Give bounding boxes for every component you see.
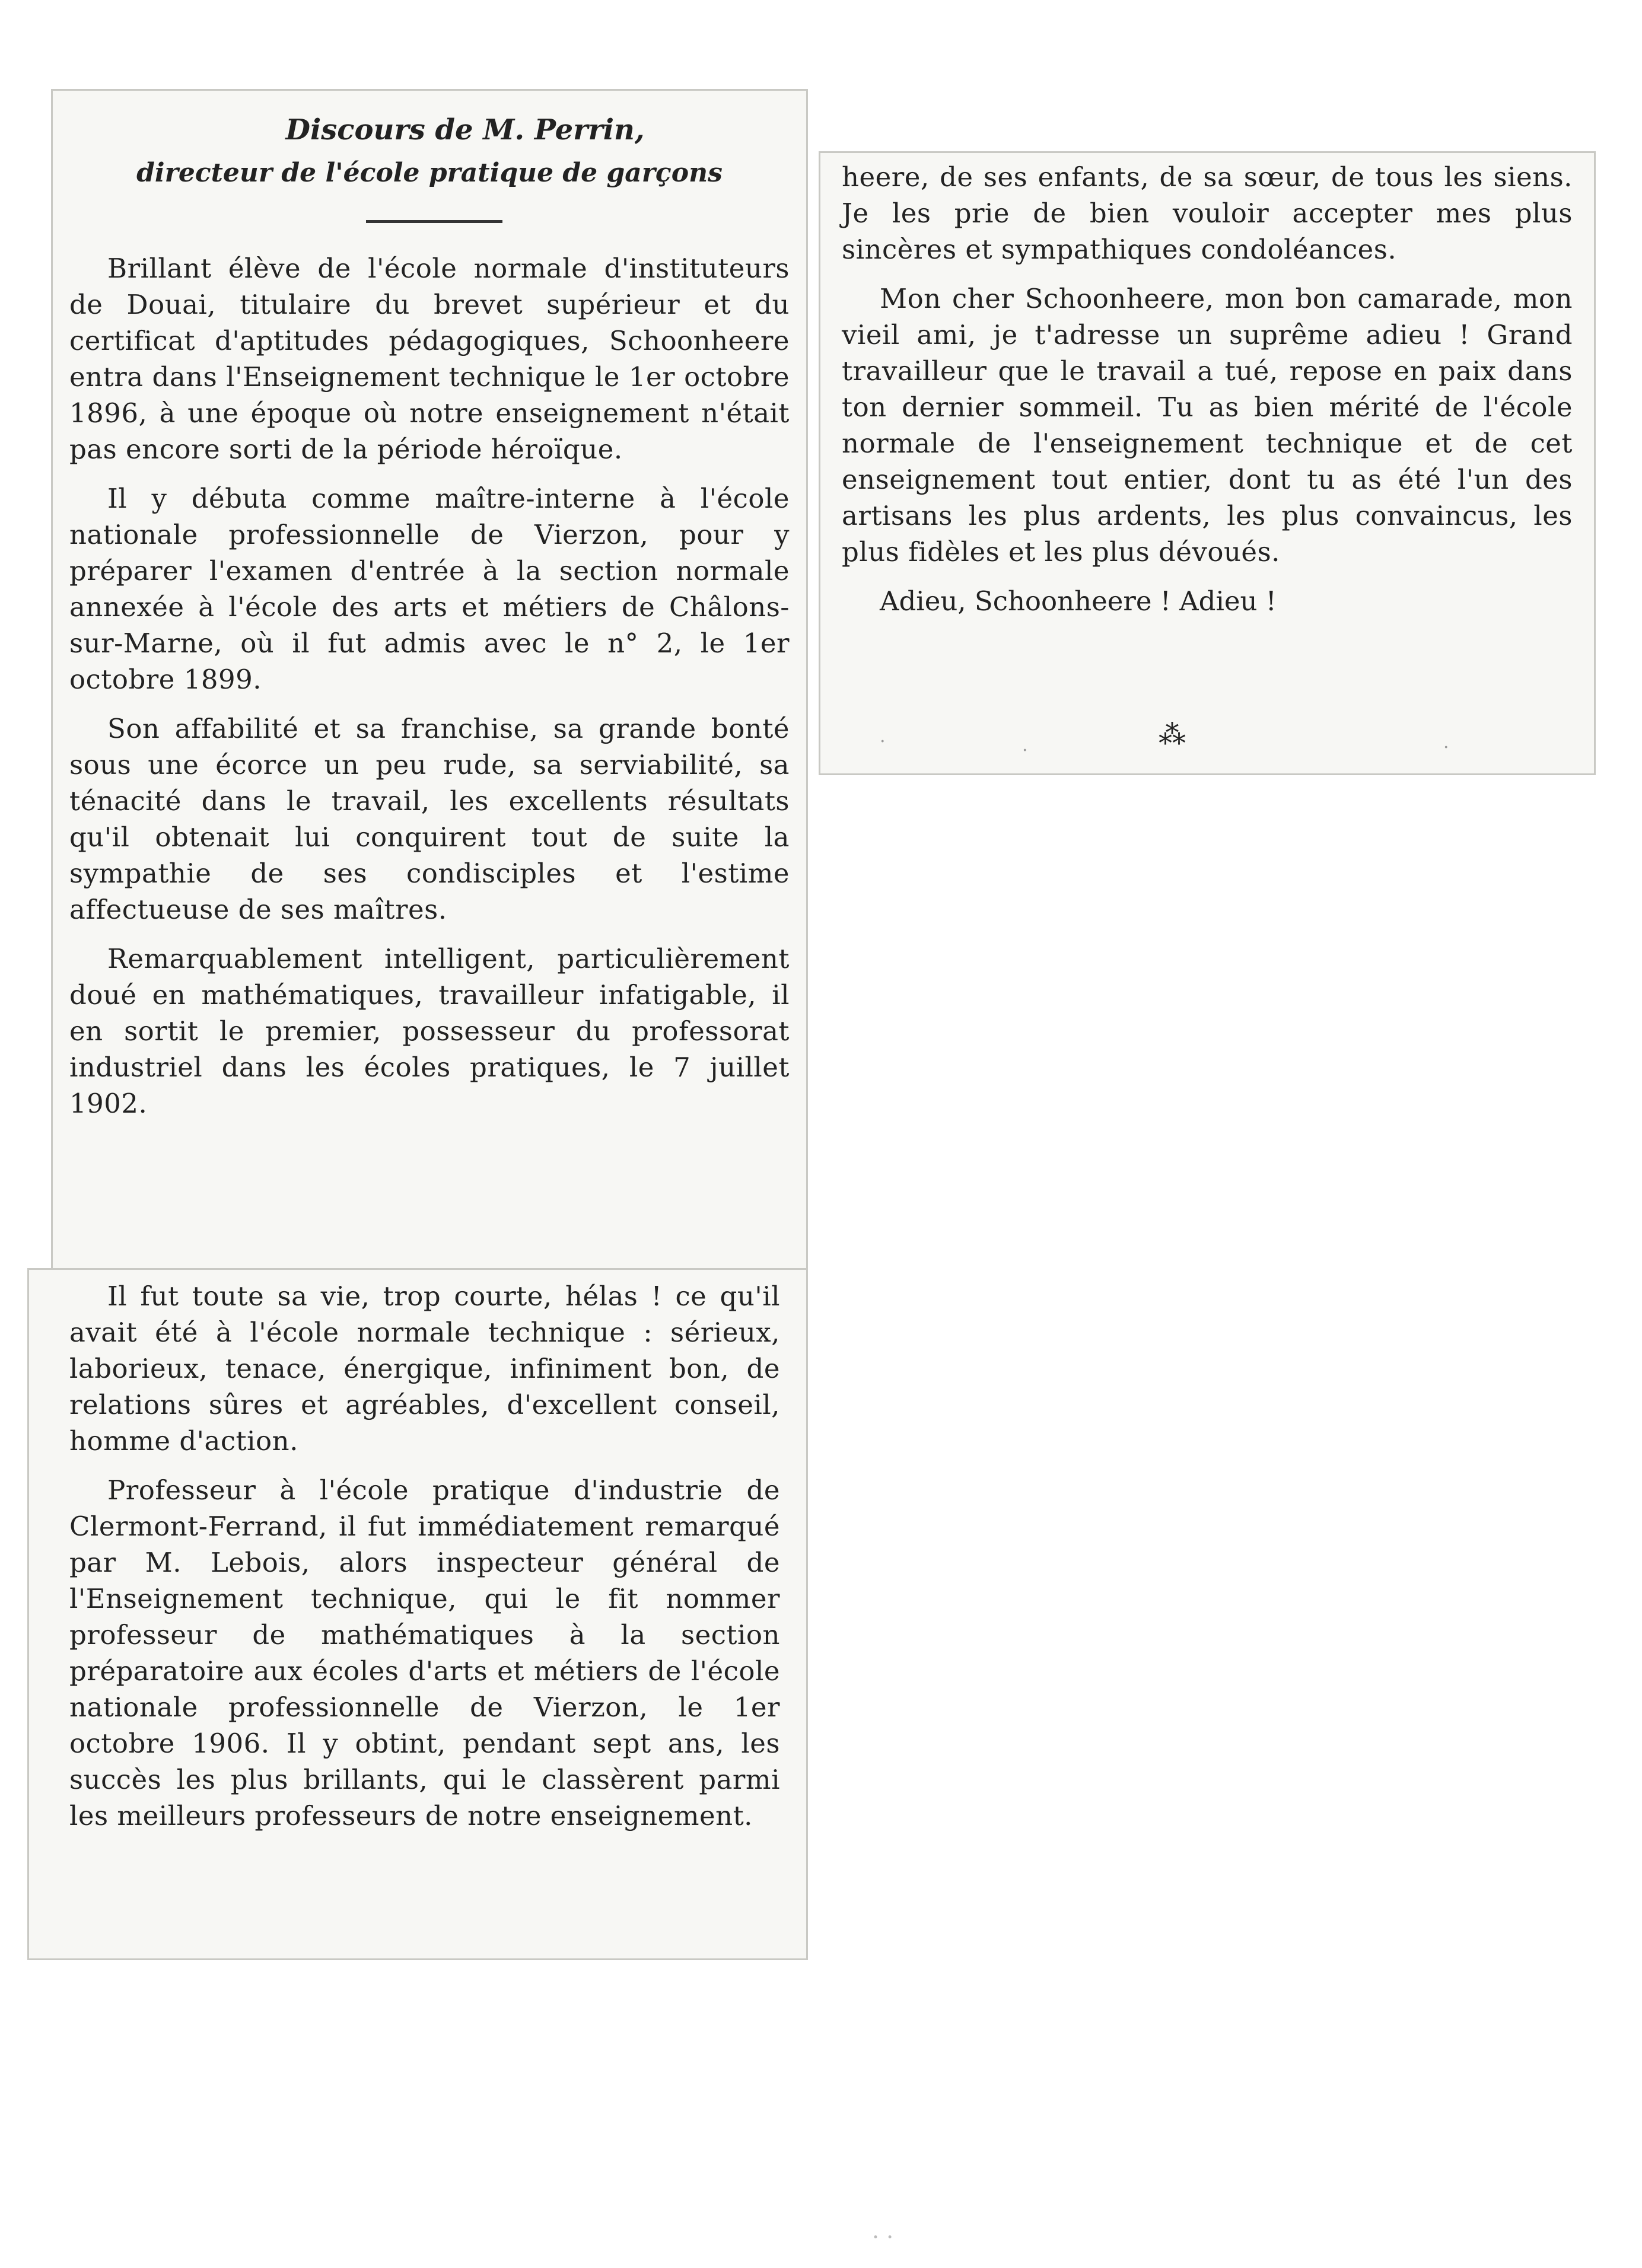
paragraph-continuation: heere, de ses enfants, de sa sœur, de tous les siens. Je les prie de bien vouloir accepter mes plus sincères et sympathiques condoléances. (842, 161, 1573, 265)
paragraph: Brillant élève de l'école normale d'instituteurs de Douai, titulaire du brevet supérieur et du certificat d'aptitudes pédagogiques, Schoonheere entra dans l'Enseignement technique le 1er octobre 1896, à une époque où notre enseignement n'était pas encore sorti de la période héroïque. (69, 253, 790, 465)
farewell-line: Adieu, Schoonheere ! Adieu ! (880, 585, 1277, 617)
article-clipping-right (819, 151, 1596, 775)
speech-subtitle: directeur de l'école pratique de garçons (136, 158, 723, 188)
title-rule (366, 220, 502, 223)
print-speck: · (880, 731, 886, 752)
scan-mark: · · (872, 2224, 894, 2250)
paragraph: Il fut toute sa vie, trop courte, hélas ! ce qu'il avait été à l'école normale technique : sérieux, laborieux, tenace, énergique, infiniment bon, de relations sûres et agréables, d'excellent conseil, homme d'action. (69, 1280, 780, 1457)
article-clipping-left-bottom (27, 1268, 808, 1960)
speech-title: Discours de M. Perrin, (285, 113, 645, 146)
asterism-ornament: ⁂ (1159, 718, 1186, 750)
paragraph: Remarquablement intelligent, particulièrement doué en mathématiques, travailleur infatigable, il en sortit le premier, possesseur du professorat industriel dans les écoles pratiques, le 7 juillet 1902. (69, 943, 790, 1119)
paragraph: Son affabilité et sa franchise, sa grande bonté sous une écorce un peu rude, sa serviabilité, sa ténacité dans le travail, les excellents résultats qu'il obtenait lui conquirent tout de suite la sympathie de ses condisciples et l'estime affectueuse de ses maîtres. (69, 713, 790, 925)
print-speck: · (1022, 740, 1028, 761)
paragraph: Il y débuta comme maître-interne à l'école nationale professionnelle de Vierzon, pour y préparer l'examen d'entrée à la section normale annexée à l'école des arts et métiers de Châlons-sur-Marne, où il fut admis avec le n° 2, le 1er octobre 1899. (69, 483, 790, 695)
paragraph: Professeur à l'école pratique d'industrie de Clermont-Ferrand, il fut immédiatement remarqué par M. Lebois, alors inspecteur général de l'Enseignement technique, qui le fit nommer professeur de mathématiques à la section préparatoire aux écoles d'arts et métiers de l'école nationale professionnelle de Vierzon, le 1er octobre 1906. Il y obtint, pendant sept ans, les succès les plus brillants, qui le classèrent parmi les meilleurs professeurs de notre enseignement. (69, 1474, 780, 1831)
paragraph: Mon cher Schoonheere, mon bon camarade, mon vieil ami, je t'adresse un suprême adieu ! Grand travailleur que le travail a tué, repose en paix dans ton dernier sommeil. Tu as bien mérité de l'école normale de l'enseignement technique et de cet enseignement tout entier, dont tu as été l'un des artisans les plus ardents, les plus convaincus, les plus fidèles et les plus dévoués. (842, 283, 1573, 568)
article-clipping-left-top (51, 89, 808, 1275)
print-speck: · (1443, 737, 1449, 758)
